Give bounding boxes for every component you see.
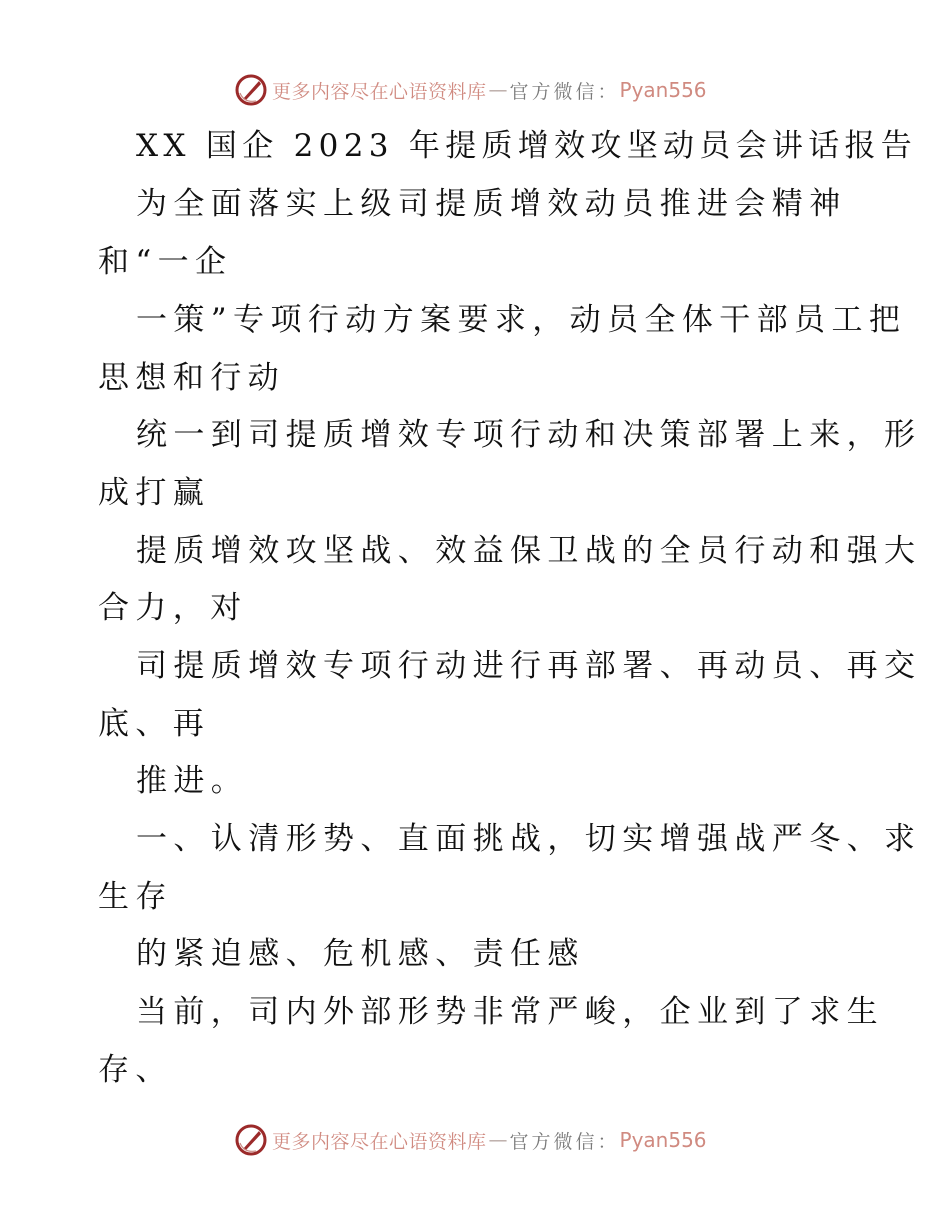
watermark-dash: —	[488, 1129, 508, 1151]
watermark-wechat-id: Pyan556	[619, 1128, 707, 1152]
watermark-site-name: 更多内容尽在心语资料库	[272, 1130, 487, 1153]
paragraph-line: 成打赢	[98, 475, 211, 511]
paragraph-line: 当前，司内外部形势非常严峻，企业到了求生	[136, 994, 884, 1030]
quill-pen-logo-icon	[234, 1123, 268, 1157]
watermark-wechat-id: Pyan556	[619, 78, 707, 102]
section-heading-line: 生存	[98, 879, 173, 915]
paragraph-line: 一策”专项行动方案要求，动员全体干部员工把	[136, 302, 907, 338]
watermark-dash: —	[488, 79, 508, 101]
paragraph-line: 思想和行动	[98, 360, 285, 396]
section-heading-line: 的紧迫感、危机感、责任感	[136, 936, 585, 972]
paragraph-line: 提质增效攻坚战、效益保卫战的全员行动和强大	[136, 533, 922, 569]
footer-watermark	[234, 1122, 714, 1158]
document-title: XX 国企 2023 年提质增效攻坚动员会讲话报告	[136, 128, 918, 164]
paragraph-line: 为全面落实上级司提质增效动员推进会精神	[136, 186, 847, 222]
paragraph-line: 统一到司提质增效专项行动和决策部署上来，形	[136, 417, 922, 453]
paragraph-line: 存、	[98, 1052, 173, 1088]
paragraph-line: 司提质增效专项行动进行再部署、再动员、再交	[136, 648, 922, 684]
watermark-wechat-label: 官方微信：	[509, 80, 620, 103]
watermark-wechat-label: 官方微信：	[509, 1130, 620, 1153]
header-watermark	[234, 72, 714, 108]
paragraph-line: 和“一企	[98, 244, 233, 280]
paragraph-line: 推进。	[136, 763, 249, 799]
watermark-site-name: 更多内容尽在心语资料库	[272, 80, 487, 103]
paragraph-line: 合力，对	[98, 590, 248, 626]
quill-pen-logo-icon	[234, 73, 268, 107]
section-heading-line: 一、认清形势、直面挑战，切实增强战严冬、求	[136, 821, 922, 857]
paragraph-line: 底、再	[98, 706, 211, 742]
